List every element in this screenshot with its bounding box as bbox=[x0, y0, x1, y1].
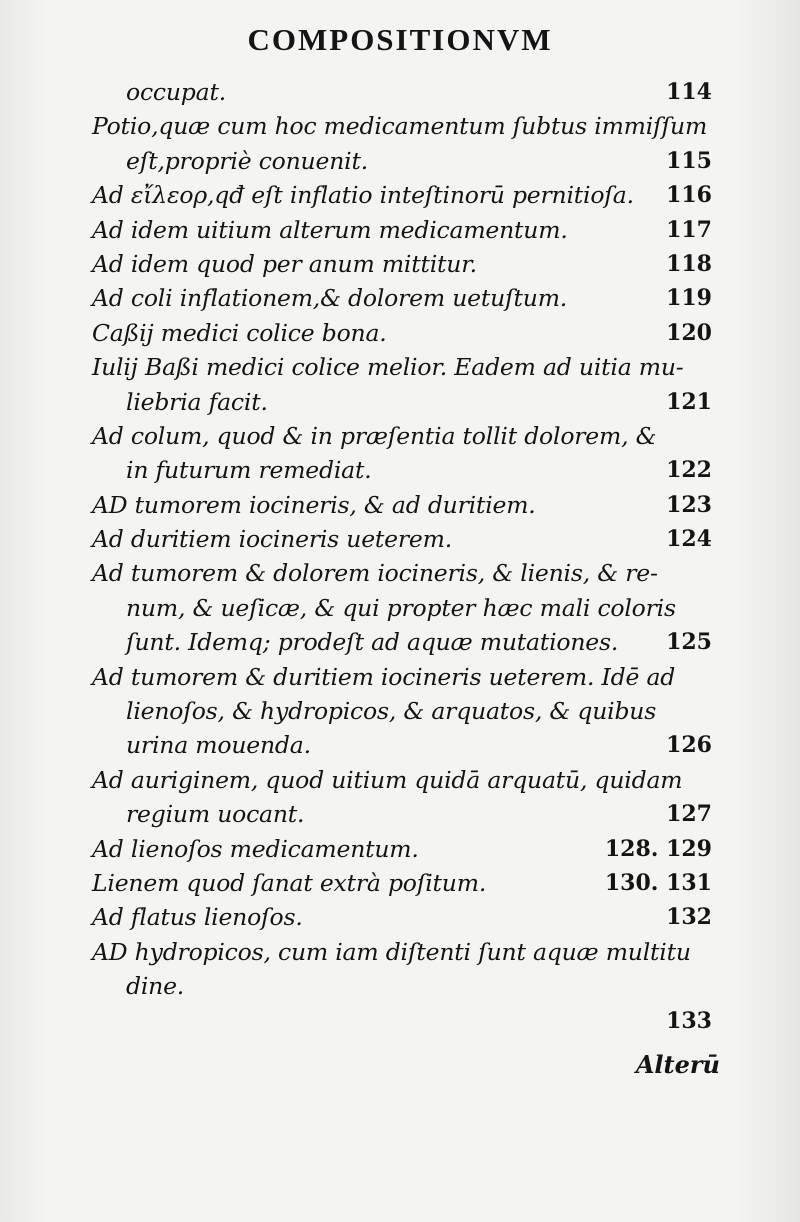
entry-text: Ad tumorem & duritiem iocineris ueterem. Idē ad bbox=[92, 662, 676, 691]
entry-text: in futurum remediat. bbox=[126, 456, 372, 485]
page-number: 115 bbox=[666, 147, 712, 174]
entry-text: ſunt. Idemq; prodeſt ad aquæ mutationes. bbox=[126, 628, 619, 657]
page-number: 126 bbox=[666, 732, 712, 759]
page-number: 125 bbox=[666, 629, 712, 656]
page-number: 123 bbox=[666, 491, 712, 518]
entry-text: Ad tumorem & dolorem iocineris, & lienis, & re- bbox=[92, 559, 658, 588]
index-entry bbox=[92, 660, 712, 763]
entry-text: Ad flatus lienoſos. bbox=[92, 903, 303, 932]
entry-text: num, & ueſicæ, & qui propter hæc mali coloris bbox=[126, 593, 676, 622]
entry-text: dine. bbox=[126, 972, 185, 1001]
entry-line bbox=[92, 453, 712, 487]
page-number: 122 bbox=[666, 457, 712, 484]
entry-line bbox=[92, 625, 712, 659]
page-number: 116 bbox=[666, 182, 712, 209]
entry-text: Ad coli inflationem,& dolorem uetuſtum. bbox=[92, 284, 568, 313]
entry-line bbox=[92, 866, 712, 900]
entry-text: urina mouenda. bbox=[126, 731, 311, 760]
page-number: 117 bbox=[666, 216, 712, 243]
entry-line bbox=[92, 935, 712, 969]
page-number: 128. 129 bbox=[604, 835, 712, 862]
entry-text: lienoſos, & hydropicos, & arquatos, & quibus bbox=[126, 697, 657, 726]
entry-text: Potio,quæ cum hoc medicamentum ſubtus immiſſum bbox=[92, 112, 708, 141]
entry-line bbox=[92, 419, 712, 453]
entry-text: occupat. bbox=[126, 78, 226, 106]
page-number: 119 bbox=[666, 285, 712, 312]
entry-line bbox=[92, 213, 712, 247]
entry-line bbox=[92, 385, 712, 419]
entry-text: Ad duritiem iocineris ueterem. bbox=[92, 525, 452, 554]
entry-line bbox=[92, 316, 712, 350]
entry-line bbox=[92, 109, 712, 143]
index-entry bbox=[92, 109, 712, 178]
entry-line bbox=[92, 488, 712, 522]
entry-line bbox=[92, 281, 712, 315]
entry-text: AD tumorem iocineris, & ad duritiem. bbox=[92, 490, 536, 519]
index-entries bbox=[92, 75, 712, 1038]
entry-line bbox=[92, 694, 712, 728]
index-entry bbox=[92, 832, 712, 866]
entry-line bbox=[92, 556, 712, 590]
index-entry bbox=[92, 247, 712, 281]
entry-line bbox=[92, 350, 712, 384]
entry-text: Ad εἴλεορ,qđ eſt inflatio inteſtinorū pernitioſa. bbox=[92, 181, 634, 210]
page-number: 120 bbox=[666, 319, 712, 346]
page-header: COMPOSITIONVM bbox=[247, 22, 553, 57]
entry-text: Ad lienoſos medicamentum. bbox=[92, 834, 419, 863]
entry-text: Caßij medici colice bona. bbox=[92, 318, 387, 347]
page-number: 133 bbox=[666, 1007, 712, 1034]
page-number: 132 bbox=[666, 904, 712, 931]
entry-text: eſt,propriè conuenit. bbox=[126, 146, 368, 175]
index-entry bbox=[92, 935, 712, 1038]
page-number: 121 bbox=[666, 388, 712, 415]
entry-text: Ad auriginem, quod uitium quidā arquatū, quidam bbox=[92, 765, 683, 794]
index-entry bbox=[92, 900, 712, 934]
index-entry bbox=[92, 350, 712, 419]
entry-line bbox=[92, 1004, 712, 1038]
index-entry bbox=[92, 316, 712, 350]
entry-line bbox=[92, 144, 712, 178]
index-entry bbox=[92, 75, 712, 109]
entry-text: liebria facit. bbox=[126, 387, 268, 416]
entry-line bbox=[92, 247, 712, 281]
entry-line bbox=[92, 75, 712, 109]
page-number: 127 bbox=[666, 801, 712, 828]
entry-line bbox=[92, 900, 712, 934]
index-entry bbox=[92, 866, 712, 900]
entry-line bbox=[92, 728, 712, 762]
entry-line bbox=[92, 591, 712, 625]
index-entry bbox=[92, 763, 712, 832]
entry-text: AD hydropicos, cum iam diſtenti ſunt aquæ multitu bbox=[92, 937, 691, 966]
entry-line bbox=[92, 522, 712, 556]
index-entry bbox=[92, 488, 712, 522]
index-entry bbox=[92, 522, 712, 556]
entry-text: Ad idem uitium alterum medicamentum. bbox=[92, 215, 568, 244]
index-entry bbox=[92, 419, 712, 488]
entry-text: Lienem quod ſanat extrà poſitum. bbox=[92, 868, 487, 897]
entry-line bbox=[92, 832, 712, 866]
index-entry bbox=[92, 213, 712, 247]
page-number: 114 bbox=[666, 79, 712, 105]
index-entry bbox=[92, 556, 712, 659]
page-number: 130. 131 bbox=[604, 869, 712, 896]
entry-line bbox=[92, 178, 712, 212]
entry-text: Ad colum, quod & in præſentia tollit dolorem, & bbox=[92, 421, 657, 450]
entry-text: regium uocant. bbox=[126, 800, 305, 829]
index-entry bbox=[92, 281, 712, 315]
entry-text: Iulij Baßi medici colice melior. Eadem ad uitia mu- bbox=[92, 353, 684, 382]
catchword: Alterū bbox=[635, 1050, 720, 1079]
entry-line bbox=[92, 763, 712, 797]
index-entry bbox=[92, 178, 712, 212]
entry-line bbox=[92, 660, 712, 694]
page-number: 124 bbox=[666, 526, 712, 553]
entry-line bbox=[92, 969, 712, 1003]
entry-line bbox=[92, 797, 712, 831]
page-number: 118 bbox=[666, 250, 712, 277]
entry-text: Ad idem quod per anum mittitur. bbox=[92, 249, 477, 278]
